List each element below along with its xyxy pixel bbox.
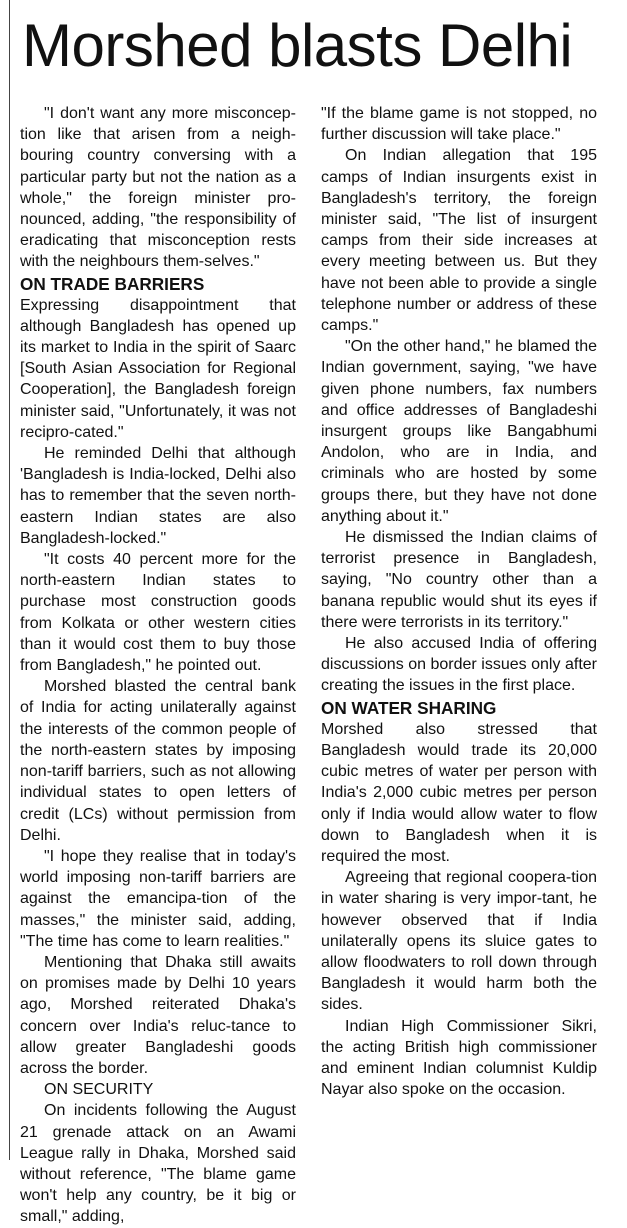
- paragraph: Mentioning that Dhaka still awaits on promises made by Delhi 10 years ago, Morshed reiterated Dhaka's concern over India's reluc-tance to allow greater Bangladeshi goods across the border.: [20, 953, 296, 1077]
- paragraph: "It costs 40 percent more for the north-eastern Indian states to purchase most construction goods from Kolkata or other western cities than it would cost them to buy those from Bangladesh," he pointed out.: [20, 551, 296, 675]
- paragraph: On incidents following the August 21 grenade attack on an Awami League rally in Dhaka, Morshed said without reference, "The blame game won't help any country, be it big or small," adding,: [20, 1102, 296, 1226]
- paragraph: He reminded Delhi that although 'Bangladesh is India-locked, Delhi also has to remember that the seven north-eastern Indian states are also Bangladesh-locked.": [20, 445, 296, 547]
- headline: Morshed blasts Delhi: [22, 12, 573, 79]
- paragraph: Indian High Commissioner Sikri, the acting British high commissioner and eminent Indian columnist Kuldip Nayar also spoke on the occasion.: [321, 1017, 597, 1099]
- paragraph: "I hope they realise that in today's world imposing non-tariff barriers are against the emancipa-tion of the masses," the minister said, adding, "The time has come to learn realities.": [20, 847, 296, 950]
- paragraph: "On the other hand," he blamed the Indian government, saying, "we have given phone numbers, fax numbers and office addresses of Bangladeshi insurgent groups like Bangabhumi Andolon, who are in India, and criminals who are hosted by some groups there, but they have not done anything about it.": [321, 338, 597, 525]
- paragraph: He also accused India of offering discussions on border issues only after creating the issues in the first place.: [321, 635, 597, 695]
- article-column-left: [20, 103, 296, 1228]
- paragraph: "If the blame game is not stopped, no further discussion will take place.": [321, 105, 597, 144]
- paragraph: On Indian allegation that 195 camps of Indian insurgents exist in Bangladesh's territory, the foreign minister said, "The list of insurgent camps from their side increases at every meeting between us. But they have not been able to provide a single telephone number or address of these camps.": [321, 147, 597, 335]
- paragraph: "I don't want any more misconcep-tion like that arisen from a neigh-bouring country conversing with a particular party but not the nation as a whole," the foreign minister pro-nounced, adding, "the responsibility of eradicating that misconception rests with the neighbours them-selves.": [20, 105, 296, 271]
- paragraph: Expressing disappointment that although Bangladesh has opened up its market to India in the spirit of Saarc [South Asian Association for Regional Cooperation], the Bangladesh foreign minister said, "Unfortunately, it was not recipro-cated.": [20, 296, 296, 441]
- section-subheading-security: ON SECURITY: [44, 1081, 154, 1099]
- section-heading-water-sharing: ON WATER SHARING: [321, 697, 497, 718]
- column-rule: [9, 0, 10, 1160]
- section-heading-trade-barriers: ON TRADE BARRIERS: [20, 273, 205, 294]
- paragraph: Morshed blasted the central bank of India for acting unilaterally against the interests of the common people of the north-eastern states by imposing non-tariff barriers, such as not allowing individual states to open letters of credit (LCs) without permission from Delhi.: [20, 678, 296, 844]
- paragraph: Agreeing that regional coopera-tion in water sharing is very impor-tant, he however observed that if India unilaterally opens its sluice gates to allow floodwaters to roll down through Bangladesh it would harm both the sides.: [321, 869, 597, 1014]
- paragraph: He dismissed the Indian claims of terrorist presence in Bangladesh, saying, "No country other than a banana republic would shut its eyes if there were terrorists in its territory.": [321, 529, 597, 631]
- article-column-right: [321, 103, 597, 1100]
- paragraph: Morshed also stressed that Bangladesh would trade its 20,000 cubic metres of water per person with India's 2,000 cubic metres per person only if India would allow water to flow down to Bangladesh when it is required the most.: [321, 720, 597, 865]
